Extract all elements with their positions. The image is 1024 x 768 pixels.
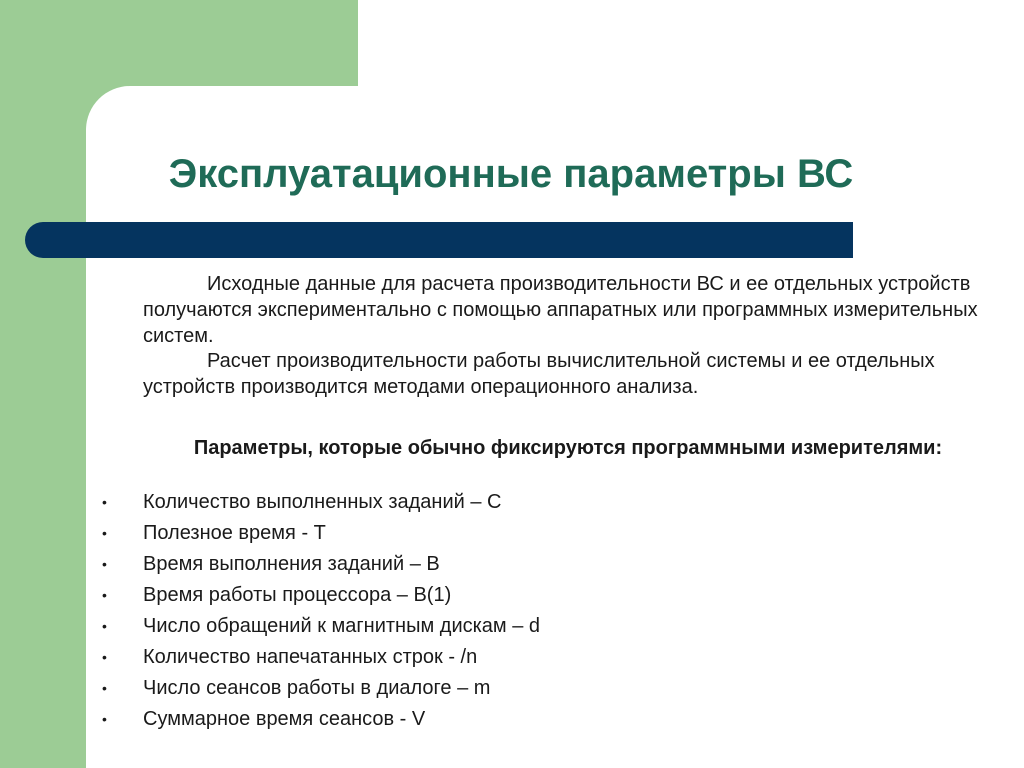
list-item-text: Число обращений к магнитным дискам – d [143, 615, 541, 637]
list-item-text: Полезное время - Т [143, 522, 326, 544]
bullet-icon: • [102, 494, 107, 510]
bullet-icon: • [102, 711, 107, 727]
slide-title: Эксплуатационные параметры ВС [168, 152, 854, 196]
bullet-icon: • [102, 649, 107, 665]
bullet-icon: • [102, 680, 107, 696]
list-item-text: Время выполнения заданий – В [143, 553, 440, 575]
list-item-text: Количество выполненных заданий – С [143, 491, 502, 513]
bullet-icon: • [102, 618, 107, 634]
title-underline-bar [25, 222, 853, 258]
list-item-text: Число сеансов работы в диалоге – m [143, 677, 491, 699]
bullet-icon: • [102, 556, 107, 572]
params-heading: Параметры, которые обычно фиксируются программными измерителями: [193, 437, 943, 459]
list-item-text: Время работы процессора – В(1) [143, 584, 452, 606]
analysis-paragraph: Расчет производительности работы вычислительной системы и ее отдельных устройств производится методами операционного анализа. [143, 350, 935, 398]
bullet-icon: • [102, 587, 107, 603]
bullet-icon: • [102, 525, 107, 541]
intro-paragraph: Исходные данные для расчета производительности ВС и ее отдельных устройств получаются экспериментально с помощью аппаратных или программных измерительных систем. [143, 273, 978, 347]
list-item-text: Суммарное время сеансов - V [143, 708, 426, 730]
list-item-text: Количество напечатанных строк - /n [143, 646, 478, 668]
